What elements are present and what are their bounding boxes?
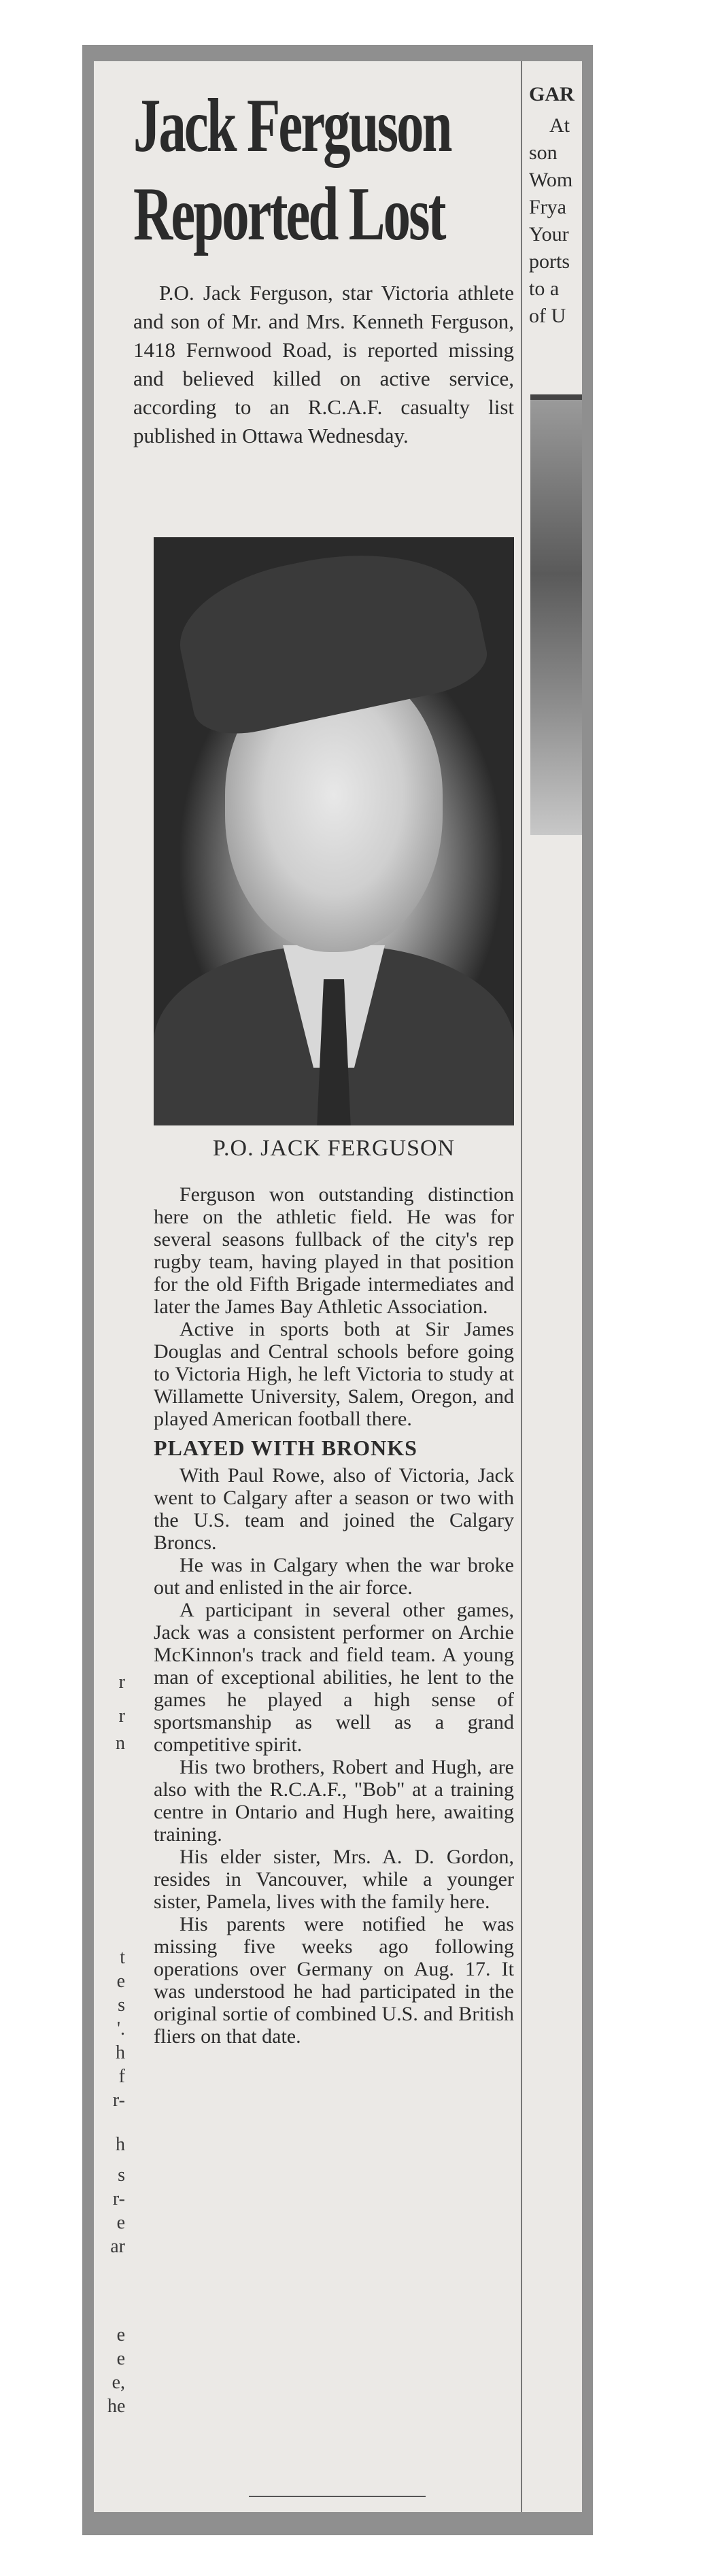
lede-paragraph: P.O. Jack Ferguson, star Victoria athlete and son of Mr. and Mrs. Kenneth Ferguson, 1418 Fernwood Road, is reported missing and believed killed on active service, according to an R.C.A.F. casualty list published in Ottawa Wednesday. <box>133 281 514 447</box>
body-paragraph: Ferguson won outstanding distinction here on the athletic field. He was for several seasons fullback of the city's rep rugby team, having played in that position for the old Fifth Brigade intermediates and later the James Bay Athletic Association. <box>154 1183 514 1318</box>
body-paragraph: His two brothers, Robert and Hugh, are also with the R.C.A.F., "Bob" at a training centre in Ontario and Hugh here, awaiting training. <box>154 1756 514 1846</box>
photo-wedge-cap <box>168 537 493 743</box>
body-paragraph: He was in Calgary when the war broke out and enlisted in the air force. <box>154 1554 514 1599</box>
left-fragment: e <box>116 2212 125 2233</box>
article-body <box>154 1183 514 2048</box>
headline-line-1: Jack Ferguson <box>133 84 451 168</box>
right-column-header: GAR <box>529 83 575 105</box>
body-paragraph: A participant in several other games, Jack was a consistent performer on Archie McKinnon's track and field team. A young man of exceptional abilities, he lent to the games he played a high sense of sportsmanship as well as a grand competitive spirit. <box>154 1599 514 1756</box>
left-fragment: h <box>116 2134 125 2155</box>
left-fragment: '. <box>116 2018 125 2039</box>
right-fragment: At <box>549 114 570 137</box>
left-fragment: e <box>116 2324 125 2345</box>
left-fragment: r- <box>112 2188 125 2209</box>
right-fragment: of U <box>529 305 566 327</box>
adjacent-column-right <box>521 61 582 2512</box>
left-fragment: e <box>116 2348 125 2369</box>
left-fragment: r <box>118 1706 125 1727</box>
portrait-photo <box>154 537 514 1125</box>
body-paragraph: With Paul Rowe, also of Victoria, Jack went to Calgary after a season or two with the U.S. team and joined the Calgary Broncs. <box>154 1464 514 1554</box>
right-column-photo <box>530 394 582 835</box>
left-fragment: n <box>116 1733 125 1754</box>
left-fragment: r <box>118 1672 125 1693</box>
left-fragment: f <box>118 2066 125 2087</box>
photo-caption: P.O. JACK FERGUSON <box>212 1136 456 1161</box>
right-fragment: to a <box>529 277 560 300</box>
right-fragment: Wom <box>529 169 573 191</box>
end-rule <box>249 2496 426 2497</box>
left-fragment: s <box>118 2165 125 2186</box>
left-fragment: r- <box>112 2090 125 2111</box>
headline <box>133 82 451 258</box>
headline-line-2: Reported Lost <box>133 172 445 256</box>
left-fragment: ar <box>110 2236 125 2257</box>
body-paragraph: Active in sports both at Sir James Douglas and Central schools before going to Victoria High, he left Victoria to study at Willamette University, Salem, Oregon, and played American football there. <box>154 1318 514 1430</box>
right-fragment: Frya <box>529 196 566 218</box>
left-fragment: he <box>107 2396 126 2417</box>
left-fragment: e, <box>112 2372 125 2393</box>
right-fragment: son <box>529 141 558 164</box>
article-column <box>126 61 521 2512</box>
right-fragment: Your <box>529 223 569 245</box>
left-fragment: e <box>116 1971 125 1992</box>
body-paragraph: His parents were notified he was missing five weeks ago following operations over Germany on Aug. 17. It was understood he had participated in the original sortie of combined U.S. and British fliers on that date. <box>154 1913 514 2048</box>
adjacent-column-left <box>94 61 126 2512</box>
newspaper-clipping <box>94 61 582 2512</box>
left-fragment: s <box>118 1995 125 2016</box>
left-fragment: t <box>120 1947 125 1968</box>
subheading: PLAYED WITH BRONKS <box>154 1436 417 1460</box>
left-fragment: h <box>116 2042 125 2063</box>
body-paragraph: His elder sister, Mrs. A. D. Gordon, resides in Vancouver, while a younger sister, Pamela, lives with the family here. <box>154 1846 514 1913</box>
right-fragment: ports <box>529 250 570 273</box>
